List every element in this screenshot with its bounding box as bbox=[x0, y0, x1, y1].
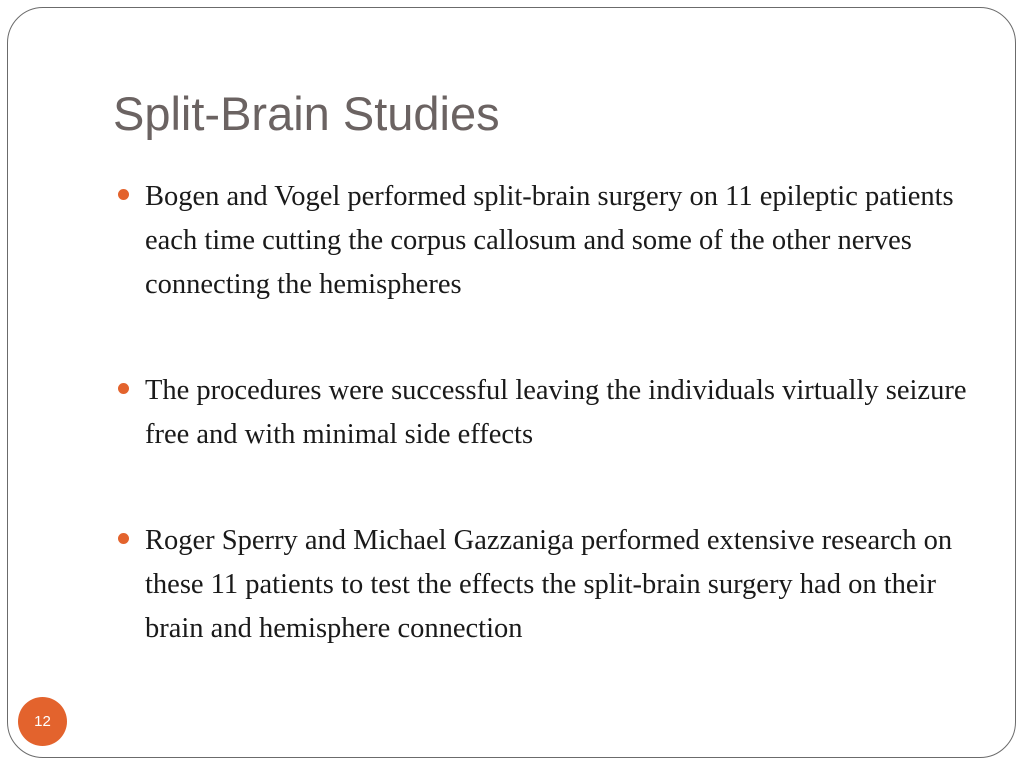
bullet-dot-icon bbox=[118, 533, 129, 544]
bullet-item bbox=[118, 519, 978, 651]
bullet-item bbox=[118, 369, 978, 457]
slide-number-badge: 12 bbox=[18, 697, 67, 746]
bullet-text: Roger Sperry and Michael Gazzaniga performed extensive research on these 11 patients to test the effects the split-brain surgery had on their brain and hemisphere connection bbox=[145, 525, 953, 644]
bullet-item bbox=[118, 175, 978, 307]
bullet-dot-icon bbox=[118, 383, 129, 394]
bullet-dot-icon bbox=[118, 189, 129, 200]
slide-frame bbox=[7, 7, 1016, 758]
slide-title: Split-Brain Studies bbox=[113, 87, 500, 140]
bullet-list bbox=[118, 175, 978, 651]
bullet-text: The procedures were successful leaving the individuals virtually seizure free and with minimal side effects bbox=[145, 375, 967, 450]
bullet-text: Bogen and Vogel performed split-brain surgery on 11 epileptic patients each time cutting the corpus callosum and some of the other nerves connecting the hemispheres bbox=[145, 181, 954, 300]
